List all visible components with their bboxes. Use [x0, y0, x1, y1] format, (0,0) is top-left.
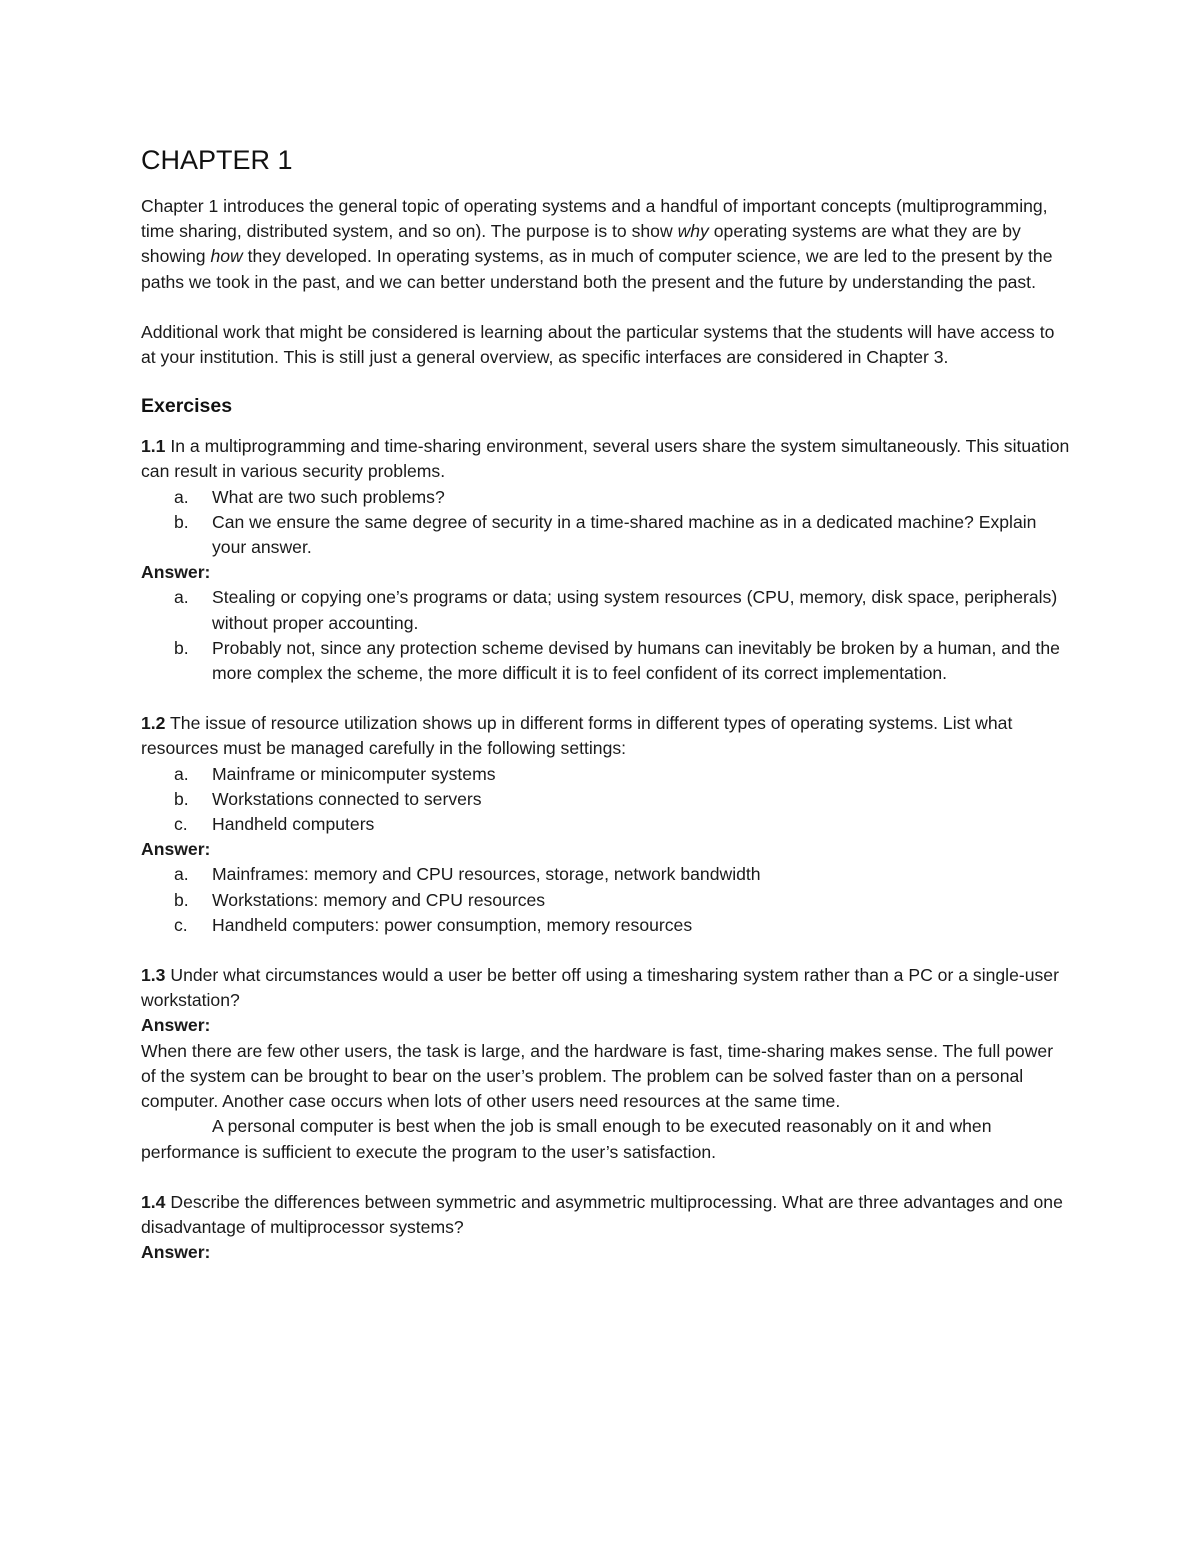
list-item [141, 862, 1071, 887]
answer-label: Answer: [141, 1015, 211, 1036]
list-item [141, 888, 1071, 913]
answer-list [141, 585, 1071, 686]
page-content [141, 140, 1071, 1265]
exercise-1-4 [141, 1190, 1071, 1266]
answer-label: Answer: [141, 562, 211, 583]
list-item-text: Stealing or copying one’s programs or data; using system resources (CPU, memory, disk space, peripherals) without proper accounting. [212, 587, 1058, 633]
list-marker: c. [174, 914, 188, 935]
list-item-text: Handheld computers: power consumption, memory resources [212, 914, 693, 935]
list-item-text: Mainframe or minicomputer systems [212, 763, 496, 784]
sub-question-list [141, 485, 1071, 561]
list-marker: b. [174, 889, 189, 910]
question-text: Under what circumstances would a user be better off using a timesharing system rather than a PC or a single-user workstation? [141, 965, 1059, 1011]
list-item [141, 787, 1071, 812]
exercise-question [141, 434, 1071, 484]
list-item [141, 585, 1071, 635]
exercises-heading: Exercises [141, 395, 233, 418]
list-item [141, 485, 1071, 510]
intro-paragraph-2: Additional work that might be considered is learning about the particular systems that the students will have access to at your institution. This is still just a general overview, as specific interfaces are considered in Chapter 3. [141, 321, 1055, 368]
intro-paragraph-1 [141, 194, 1071, 295]
intro-text: operating systems are what they are by showing [141, 221, 1021, 267]
list-item [141, 510, 1071, 560]
exercise-question [141, 963, 1071, 1013]
list-item-text: Handheld computers [212, 814, 375, 835]
question-text: Describe the differences between symmetric and asymmetric multiprocessing. What are three advantages and one disadvantage of multiprocessor systems? [141, 1191, 1063, 1237]
intro-text: they developed. In operating systems, as in much of computer science, we are led to the present by the paths we took in the past, and we can better understand both the present and the future by understanding the past. [141, 246, 1053, 292]
answer-label: Answer: [141, 1242, 211, 1263]
intro-emphasis-why: why [677, 221, 709, 242]
list-marker: a. [174, 486, 189, 507]
sub-question-list [141, 762, 1071, 838]
exercise-number: 1.2 [141, 713, 166, 734]
question-text: In a multiprogramming and time-sharing environment, several users share the system simultaneously. This situation can result in various security problems. [141, 436, 1070, 482]
list-marker: a. [174, 864, 189, 885]
list-item [141, 913, 1071, 938]
exercise-1-2 [141, 711, 1071, 938]
exercise-1-3 [141, 963, 1071, 1165]
list-item-text: Can we ensure the same degree of security in a time-shared machine as in a dedicated machine? Explain your answer. [212, 511, 1037, 558]
answer-list [141, 862, 1071, 938]
list-marker: b. [174, 511, 189, 532]
list-marker: b. [174, 637, 189, 658]
answer-paragraph: A personal computer is best when the job is small enough to be executed reasonably on it and when performance is sufficient to execute the program to the user’s satisfaction. [141, 1116, 992, 1162]
exercise-number: 1.3 [141, 965, 166, 986]
exercise-number: 1.1 [141, 436, 166, 457]
intro-text: Chapter 1 introduces the general topic of operating systems and a handful of important concepts (multiprogramming, time sharing, distributed system, and so on). The purpose is to show [141, 196, 1048, 242]
answer-paragraph: When there are few other users, the task is large, and the hardware is fast, time-sharing makes sense. The full power of the system can be brought to bear on the user’s problem. The problem can be solved faster than on a personal computer. Another case occurs when lots of other users need resources at the same time. [141, 1040, 1054, 1112]
list-marker: a. [174, 763, 189, 784]
intro-emphasis-how: how [210, 246, 243, 267]
list-marker: b. [174, 788, 189, 809]
exercise-1-1 [141, 434, 1071, 686]
list-item [141, 812, 1071, 837]
list-marker: c. [174, 814, 188, 835]
answer-label: Answer: [141, 839, 211, 860]
exercise-number: 1.4 [141, 1191, 166, 1212]
list-item-text: What are two such problems? [212, 486, 445, 507]
list-item [141, 762, 1071, 787]
chapter-title: CHAPTER 1 [141, 145, 293, 175]
list-item-text: Workstations: memory and CPU resources [212, 889, 546, 910]
list-item-text: Probably not, since any protection scheme devised by humans can inevitably be broken by a human, and the more complex the scheme, the more difficult it is to feel confident of its correct implementation. [212, 637, 1060, 684]
list-item-text: Workstations connected to servers [212, 788, 482, 809]
question-text: The issue of resource utilization shows up in different forms in different types of operating systems. List what resources must be managed carefully in the following settings: [141, 713, 1013, 759]
list-item [141, 636, 1071, 686]
exercise-question [141, 711, 1071, 761]
list-marker: a. [174, 587, 189, 608]
exercise-question [141, 1190, 1071, 1240]
list-item-text: Mainframes: memory and CPU resources, storage, network bandwidth [212, 864, 761, 885]
